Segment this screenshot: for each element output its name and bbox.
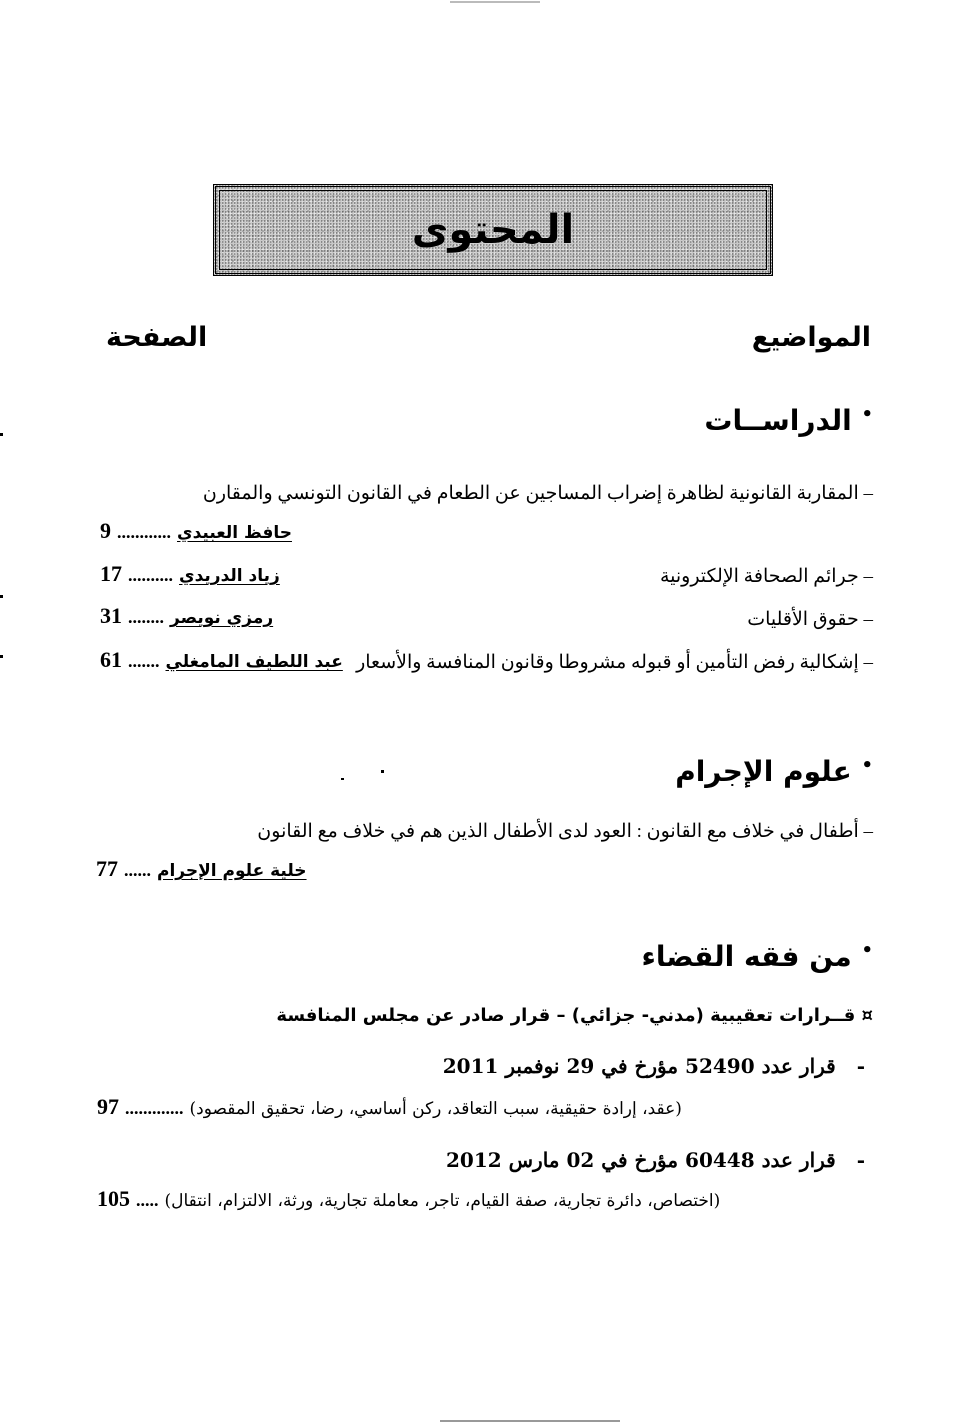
dash: – (863, 566, 873, 587)
scan-artifact-left (0, 655, 3, 658)
scan-artifact-left (0, 595, 3, 598)
section-heading-criminology (675, 755, 873, 788)
leader-dots: ............. (125, 1098, 184, 1118)
entry-title: إشكالية رفض التأمين أو قبوله مشروطا وقانون المنافسة والأسعار (356, 652, 859, 673)
dash: – (863, 652, 873, 673)
bullet: • (861, 755, 873, 776)
toc-entry-author-line (100, 561, 280, 587)
leader-dots: .......... (128, 565, 173, 585)
dash: - (856, 1148, 865, 1172)
column-header-topics: المواضيع (751, 322, 871, 353)
author-link[interactable]: حافظ العبيدي (177, 523, 292, 543)
column-header-page: الصفحة (106, 322, 208, 353)
scan-speck (381, 770, 384, 773)
page-number[interactable]: 97 (97, 1094, 119, 1119)
page-number[interactable]: 105 (97, 1186, 130, 1211)
toc-entry-title (356, 651, 873, 674)
scan-speck (341, 778, 344, 780)
entry-title: المقاربة القانونية لظاهرة إضراب المساجين عن الطعام في القانون التونسي والمقارن (202, 483, 859, 504)
scan-artifact-top (450, 1, 540, 3)
section-heading-studies (704, 404, 873, 437)
leader-dots: ........ (128, 607, 164, 627)
scan-artifact-left (0, 433, 3, 436)
page-number[interactable]: 9 (100, 518, 111, 543)
section-title: علوم الإجرام (675, 755, 852, 788)
leader-dots: ....... (128, 651, 160, 671)
toc-entry-author-line (100, 603, 273, 629)
toc-entry-title (203, 482, 873, 505)
author-link[interactable]: زياد الدريدي (179, 566, 280, 586)
decision-keywords-line (97, 1186, 720, 1212)
decision-keywords: (اختصاص، دائرة تجارية، صفة القيام، تاجر، معاملة تجارية، ورثة، الالتزام، انتقال) (164, 1191, 721, 1211)
dash: - (856, 1054, 865, 1078)
entry-title: حقوق الأقليات (747, 609, 859, 630)
leader-dots: ............ (117, 522, 171, 542)
section-title: من فقه القضاء (641, 940, 852, 973)
decision-keywords-line (97, 1094, 682, 1120)
author-link[interactable]: عبد اللطيف المامغلي (165, 652, 343, 672)
bullet: • (861, 940, 873, 961)
section-title: الدراســات (704, 404, 852, 437)
entry-title: أطفال في خلاف مع القانون : العود لدى الأطفال الذين هم في خلاف مع القانون (257, 821, 859, 842)
decision-title (443, 1054, 865, 1078)
decision-keywords: (عقد، إرادة حقيقية، سبب التعاقد، ركن أساسي، رضا، تحقيق المقصود) (189, 1099, 682, 1119)
dash: – (863, 483, 873, 504)
decision-label: قرار عدد 60448 مؤرخ في 02 مارس 2012 (445, 1148, 836, 1172)
page-title: المحتوى (411, 207, 575, 253)
decision-title (446, 1148, 865, 1172)
page-number[interactable]: 77 (96, 856, 118, 881)
title-box (213, 184, 773, 276)
scan-artifact-bottom (440, 1420, 620, 1422)
dash: – (863, 821, 873, 842)
bullet: • (861, 404, 873, 425)
entry-title: جرائم الصحافة الإلكترونية (659, 566, 859, 587)
page-number[interactable]: 61 (100, 647, 122, 672)
page-number[interactable]: 31 (100, 603, 122, 628)
dash: – (863, 609, 873, 630)
toc-entry-title (747, 608, 873, 631)
subsection-heading (276, 1005, 873, 1026)
leader-dots: ..... (136, 1190, 159, 1210)
leader-dots: ...... (124, 860, 151, 880)
author-link[interactable]: خلية علوم الإجرام (157, 861, 307, 881)
toc-entry-title (660, 565, 873, 588)
subsection-marker-icon: ¤ (861, 1005, 873, 1026)
author-link[interactable]: رمزي نويصر (170, 608, 274, 628)
subsection-title: قــرارات تعقيبية (مدني- جزائي) – قرار صادر عن مجلس المنافسة (276, 1005, 856, 1026)
toc-entry-title (257, 820, 873, 843)
toc-entry-author-line (100, 518, 292, 544)
section-heading-jurisprudence (642, 940, 873, 973)
page-number[interactable]: 17 (100, 561, 122, 586)
decision-label: قرار عدد 52490 مؤرخ في 29 نوفمبر 2011 (442, 1054, 836, 1078)
toc-entry-author-line (96, 856, 307, 882)
toc-entry-author-line (100, 647, 343, 673)
